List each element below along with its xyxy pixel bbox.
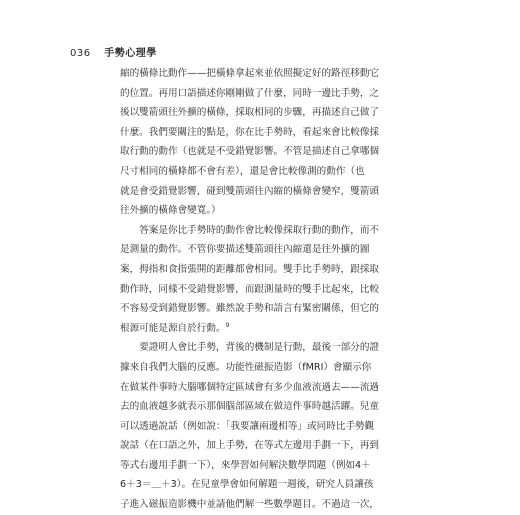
text-line: 等式右邊用手劃一下），來學習如何解決數學問題（例如4＋ <box>120 459 371 471</box>
text-line: 動作時，同樣不受錯覺影響，而跟測量時的雙手比起來，比較 <box>120 283 380 295</box>
text-line: 案，拇指和食指張開的距離都會相同。雙手比手勢時，跟採取 <box>120 263 380 275</box>
text-line: 尺寸相同的橫條都不會有差），還是會比較像測的動作（也 <box>120 165 365 177</box>
text-line: 取行動的動作（也就是不受錯覺影響。不管是描述自己拿哪個 <box>120 146 380 158</box>
text-line: 不容易受到錯覺影響。雖然說手勢和語言有緊密關係，但它的 <box>120 303 380 315</box>
text-line: 據來自我們大腦的反應。功能性磁振造影（fMRI）會顯示你 <box>120 361 372 373</box>
text-line: 子進入磁振造影機中並請他們解一些數學題目。不過這一次， <box>120 499 380 511</box>
endnote-marker: 9 <box>225 321 230 329</box>
running-header <box>70 44 157 59</box>
text-line: 根源可能是源自於行動。 <box>120 322 226 334</box>
text-line-with-note <box>120 319 410 339</box>
text-line: 縮的橫條比動作——把橫條拿起來並依照擬定好的路徑移動它 <box>120 68 380 79</box>
text-line: 就是會受錯覺影響，碰到雙箭頭往內縮的橫條會變窄，雙箭頭 <box>120 185 380 197</box>
text-line: 往外擴的橫條會變寬。） <box>120 205 221 217</box>
body-text <box>120 64 410 515</box>
text-line: 什麼。我們要關注的點是，你在比手勢時，看起來會比較像採 <box>120 126 380 138</box>
text-line: 答案是你比手勢時的動作會比較像採取行動的動作，而不 <box>139 224 380 236</box>
text-line: 的位置。再用口語描述你剛剛做了什麼，同時一邊比手勢，之 <box>120 87 380 99</box>
text-line: 可以透過說話（例如說：「我要讓兩邊相等」或同時比手勢觀 <box>120 420 375 432</box>
text-line: 說話（在口語之外，加上手勢，在等式左邊用手劃一下，再到 <box>120 440 380 452</box>
text-line: 去的血液越多就表示那個腦部區域在做這件事時越活躍。兒童 <box>120 401 380 413</box>
text-line: 6＋3＝＿＋3）。在兒童學會如何解題一週後，研究人員讓孩 <box>120 479 374 491</box>
running-title: 手勢心理學 <box>104 48 157 59</box>
text-line: 後以雙箭頭往外擴的橫條，採取相同的步驟，再描述自己做了 <box>120 107 380 119</box>
page-number: 036 <box>70 48 91 59</box>
text-line: 在做某件事時大腦哪個特定區域會有多少血液流過去——流過 <box>120 381 380 393</box>
text-line: 要證明人會比手勢，背後的機制是行動，最後一部分的證 <box>139 342 380 354</box>
text-line: 是測量的動作。不管你要描述雙箭頭往內縮還是往外擴的圖 <box>120 244 370 256</box>
